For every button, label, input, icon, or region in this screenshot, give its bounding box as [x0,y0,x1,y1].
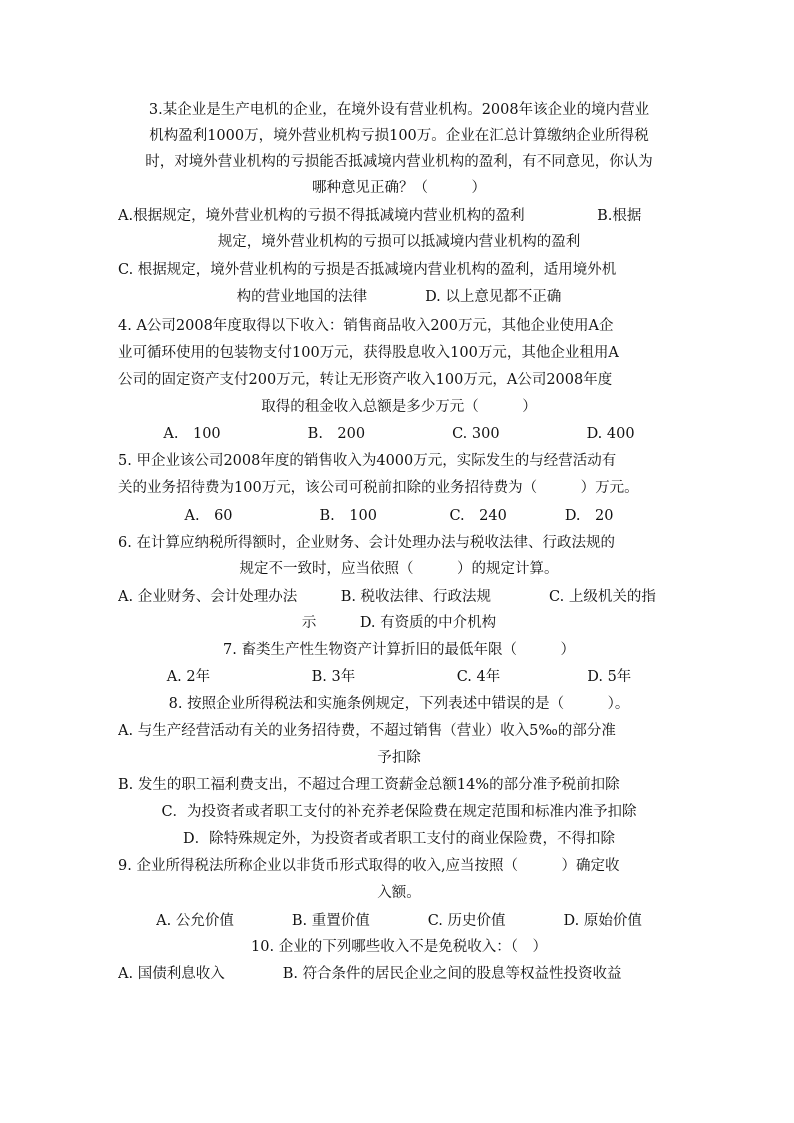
q9-line-1: 9. 企业所得税法所称企业以非货币形式取得的收入,应当按照（ ）确定收 [118,858,620,874]
q5-line-2: 关的业务招待费为100万元，该公司可税前扣除的业务招待费为（ ）万元。 [118,480,639,496]
q6-option-line-1: A. 企业财务、会计处理办法 B. 税收法律、行政法规 C. 上级机关的指 [118,589,656,605]
q3-line-1: 3.某企业是生产电机的企业，在境外设有营业机构。2008年该企业的境内营业 [148,102,650,118]
q8-option-a-line-2: 予扣除 [377,750,421,766]
q6-line-1: 6. 在计算应纳税所得额时，企业财务、会计处理办法与税收法律、行政法规的 [118,535,615,551]
q7-line-1: 7. 畜类生产性生物资产计算折旧的最低年限（ ） [223,642,575,658]
q3-option-line-2: 规定，境外营业机构的亏损可以抵减境内营业机构的盈利 [217,234,581,250]
q8-option-c: C．为投资者或者职工支付的补充养老保险费在规定范围和标准内准予扣除 [161,804,637,820]
q6-line-2: 规定不一致时，应当依照（ ）的规定计算。 [239,561,559,577]
q5-line-1: 5. 甲企业该公司2008年度的销售收入为4000万元，实际发生的与经营活动有 [118,453,617,469]
q4-line-1: 4. A公司2008年度取得以下收入：销售商品收入200万元，其他企业使用A企 [118,318,614,334]
q3-line-4: 哪种意见正确？（ ） [312,180,486,196]
q8-option-d: D．除特殊规定外，为投资者或者职工支付的商业保险费，不得扣除 [182,831,616,847]
q9-options: A. 公允价值 B. 重置价值 C. 历史价值 D. 原始价值 [156,913,642,929]
q3-line-3: 时，对境外营业机构的亏损能否抵减境内营业机构的盈利，有不同意见，你认为 [145,154,653,170]
q3-option-line-4: 构的营业地国的法律 D. 以上意见都不正确 [236,289,562,305]
q9-line-2: 入额。 [377,885,421,901]
q10-options: A. 国债利息收入 B. 符合条件的居民企业之间的股息等权益性投资收益 [118,966,622,982]
q4-line-2: 业可循环使用的包装物支付100万元，获得股息收入100万元，其他企业租用A [118,345,619,361]
q5-options: A. 60 B. 100 C. 240 D. 20 [184,508,614,524]
q3-option-line-3: C. 根据规定，境外营业机构的亏损是否抵减境内营业机构的盈利，适用境外机 [118,262,617,278]
q3-line-2: 机构盈利1000万，境外营业机构亏损100万。企业在汇总计算缴纳企业所得税 [149,128,649,144]
q8-line-1: 8. 按照企业所得税法和实施条例规定，下列表述中错误的是（ ）。 [168,696,630,712]
q6-option-line-2: 示 D. 有资质的中介机构 [301,615,497,631]
q4-options: A. 100 B. 200 C. 300 D. 400 [163,426,635,442]
q8-option-a-line-1: A. 与生产经营活动有关的业务招待费，不超过销售（营业）收入5‰的部分准 [118,723,616,739]
q10-line-1: 10. 企业的下列哪些收入不是免税收入：（ ） [251,939,547,955]
q7-options: A. 2年 B. 3年 C. 4年 D. 5年 [166,669,632,685]
q4-line-3: 公司的固定资产支付200万元，转让无形资产收入100万元，A公司2008年度 [118,372,613,388]
q8-option-b: B. 发生的职工福利费支出，不超过合理工资薪金总额14%的部分准予税前扣除 [118,777,620,793]
q4-line-4: 取得的租金收入总额是多少万元（ ） [261,399,537,415]
q3-option-line-1: A.根据规定，境外营业机构的亏损不得抵减境内营业机构的盈利 B.根据 [118,208,642,224]
